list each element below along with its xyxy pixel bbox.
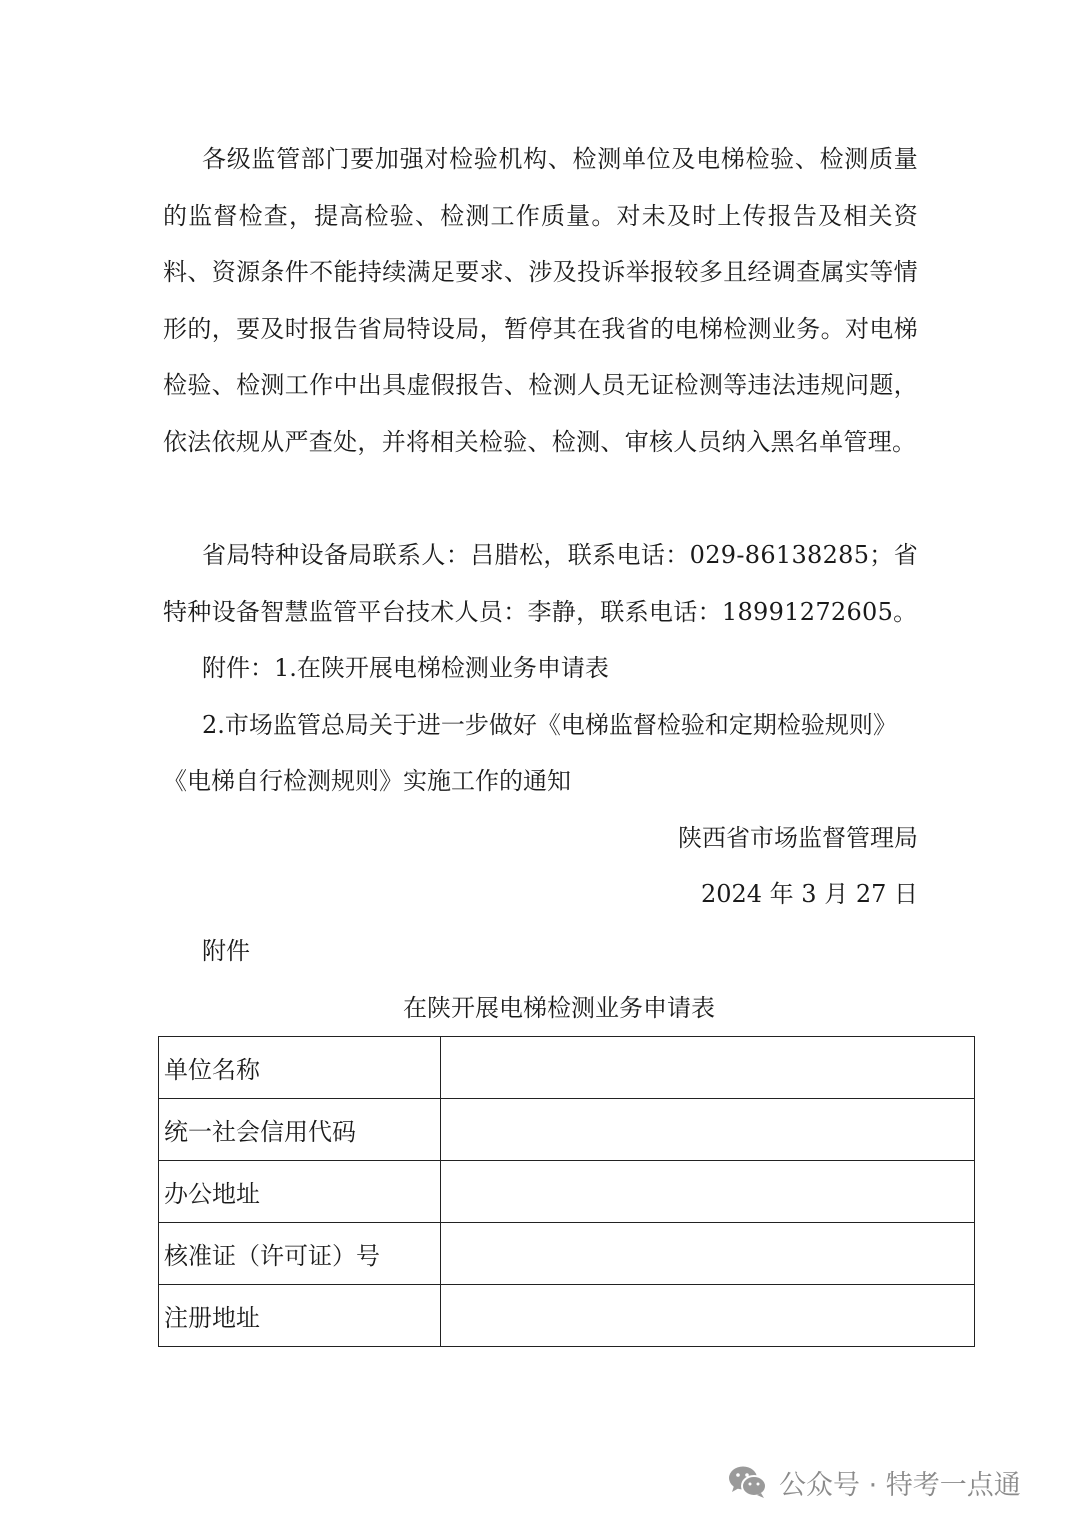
appendix-label: 附件 <box>202 937 250 965</box>
body-paragraph-contacts: 省局特种设备局联系人：吕腊松，联系电话：029-86138285；省特种设备智慧监管平台技术人员：李静，联系电话：18991272605。 <box>163 541 918 626</box>
watermark-text: 公众号 · 特考一点通 <box>779 1469 1021 1501</box>
table-row-value <box>441 1099 975 1161</box>
wechat-icon <box>727 1464 769 1500</box>
table-row <box>159 1285 975 1347</box>
attachment-item-2-line1: 2.市场监管总局关于进一步做好《电梯监督检验和定期检验规则》 <box>202 711 897 739</box>
table-title: 在陕开展电梯检测业务申请表 <box>403 994 715 1022</box>
table-row-label: 注册地址 <box>159 1285 441 1347</box>
table-row-value <box>441 1037 975 1099</box>
signature-organization: 陕西省市场监督管理局 <box>678 824 918 852</box>
table-row-label: 单位名称 <box>159 1037 441 1099</box>
table-row-value <box>441 1285 975 1347</box>
attachment-item-1: 附件：1.在陕开展电梯检测业务申请表 <box>202 654 609 682</box>
application-form-table <box>158 1036 975 1347</box>
body-paragraph-supervision: 各级监管部门要加强对检验机构、检测单位及电梯检验、检测质量的监督检查，提高检验、检测工作质量。对未及时上传报告及相关资料、资源条件不能持续满足要求、涉及投诉举报较多且经调查属实等情形的，要及时报告省局特设局，暂停其在我省的电梯检测业务。对电梯检验、检测工作中出具虚假报告、检测人员无证检测等违法违规问题，依法依规从严查处，并将相关检验、检测、审核人员纳入黑名单管理。 <box>163 145 918 456</box>
table-row <box>159 1037 975 1099</box>
table-row-value <box>441 1161 975 1223</box>
table-row <box>159 1161 975 1223</box>
table-row-label: 统一社会信用代码 <box>159 1099 441 1161</box>
watermark <box>727 1460 1021 1504</box>
table-row <box>159 1099 975 1161</box>
attachment-item-2-line2: 《电梯自行检测规则》实施工作的通知 <box>163 767 571 795</box>
table-row-label: 核准证（许可证）号 <box>159 1223 441 1285</box>
table-row-label: 办公地址 <box>159 1161 441 1223</box>
table-row-value <box>441 1223 975 1285</box>
signature-date: 2024 年 3 月 27 日 <box>700 880 918 908</box>
table-row <box>159 1223 975 1285</box>
